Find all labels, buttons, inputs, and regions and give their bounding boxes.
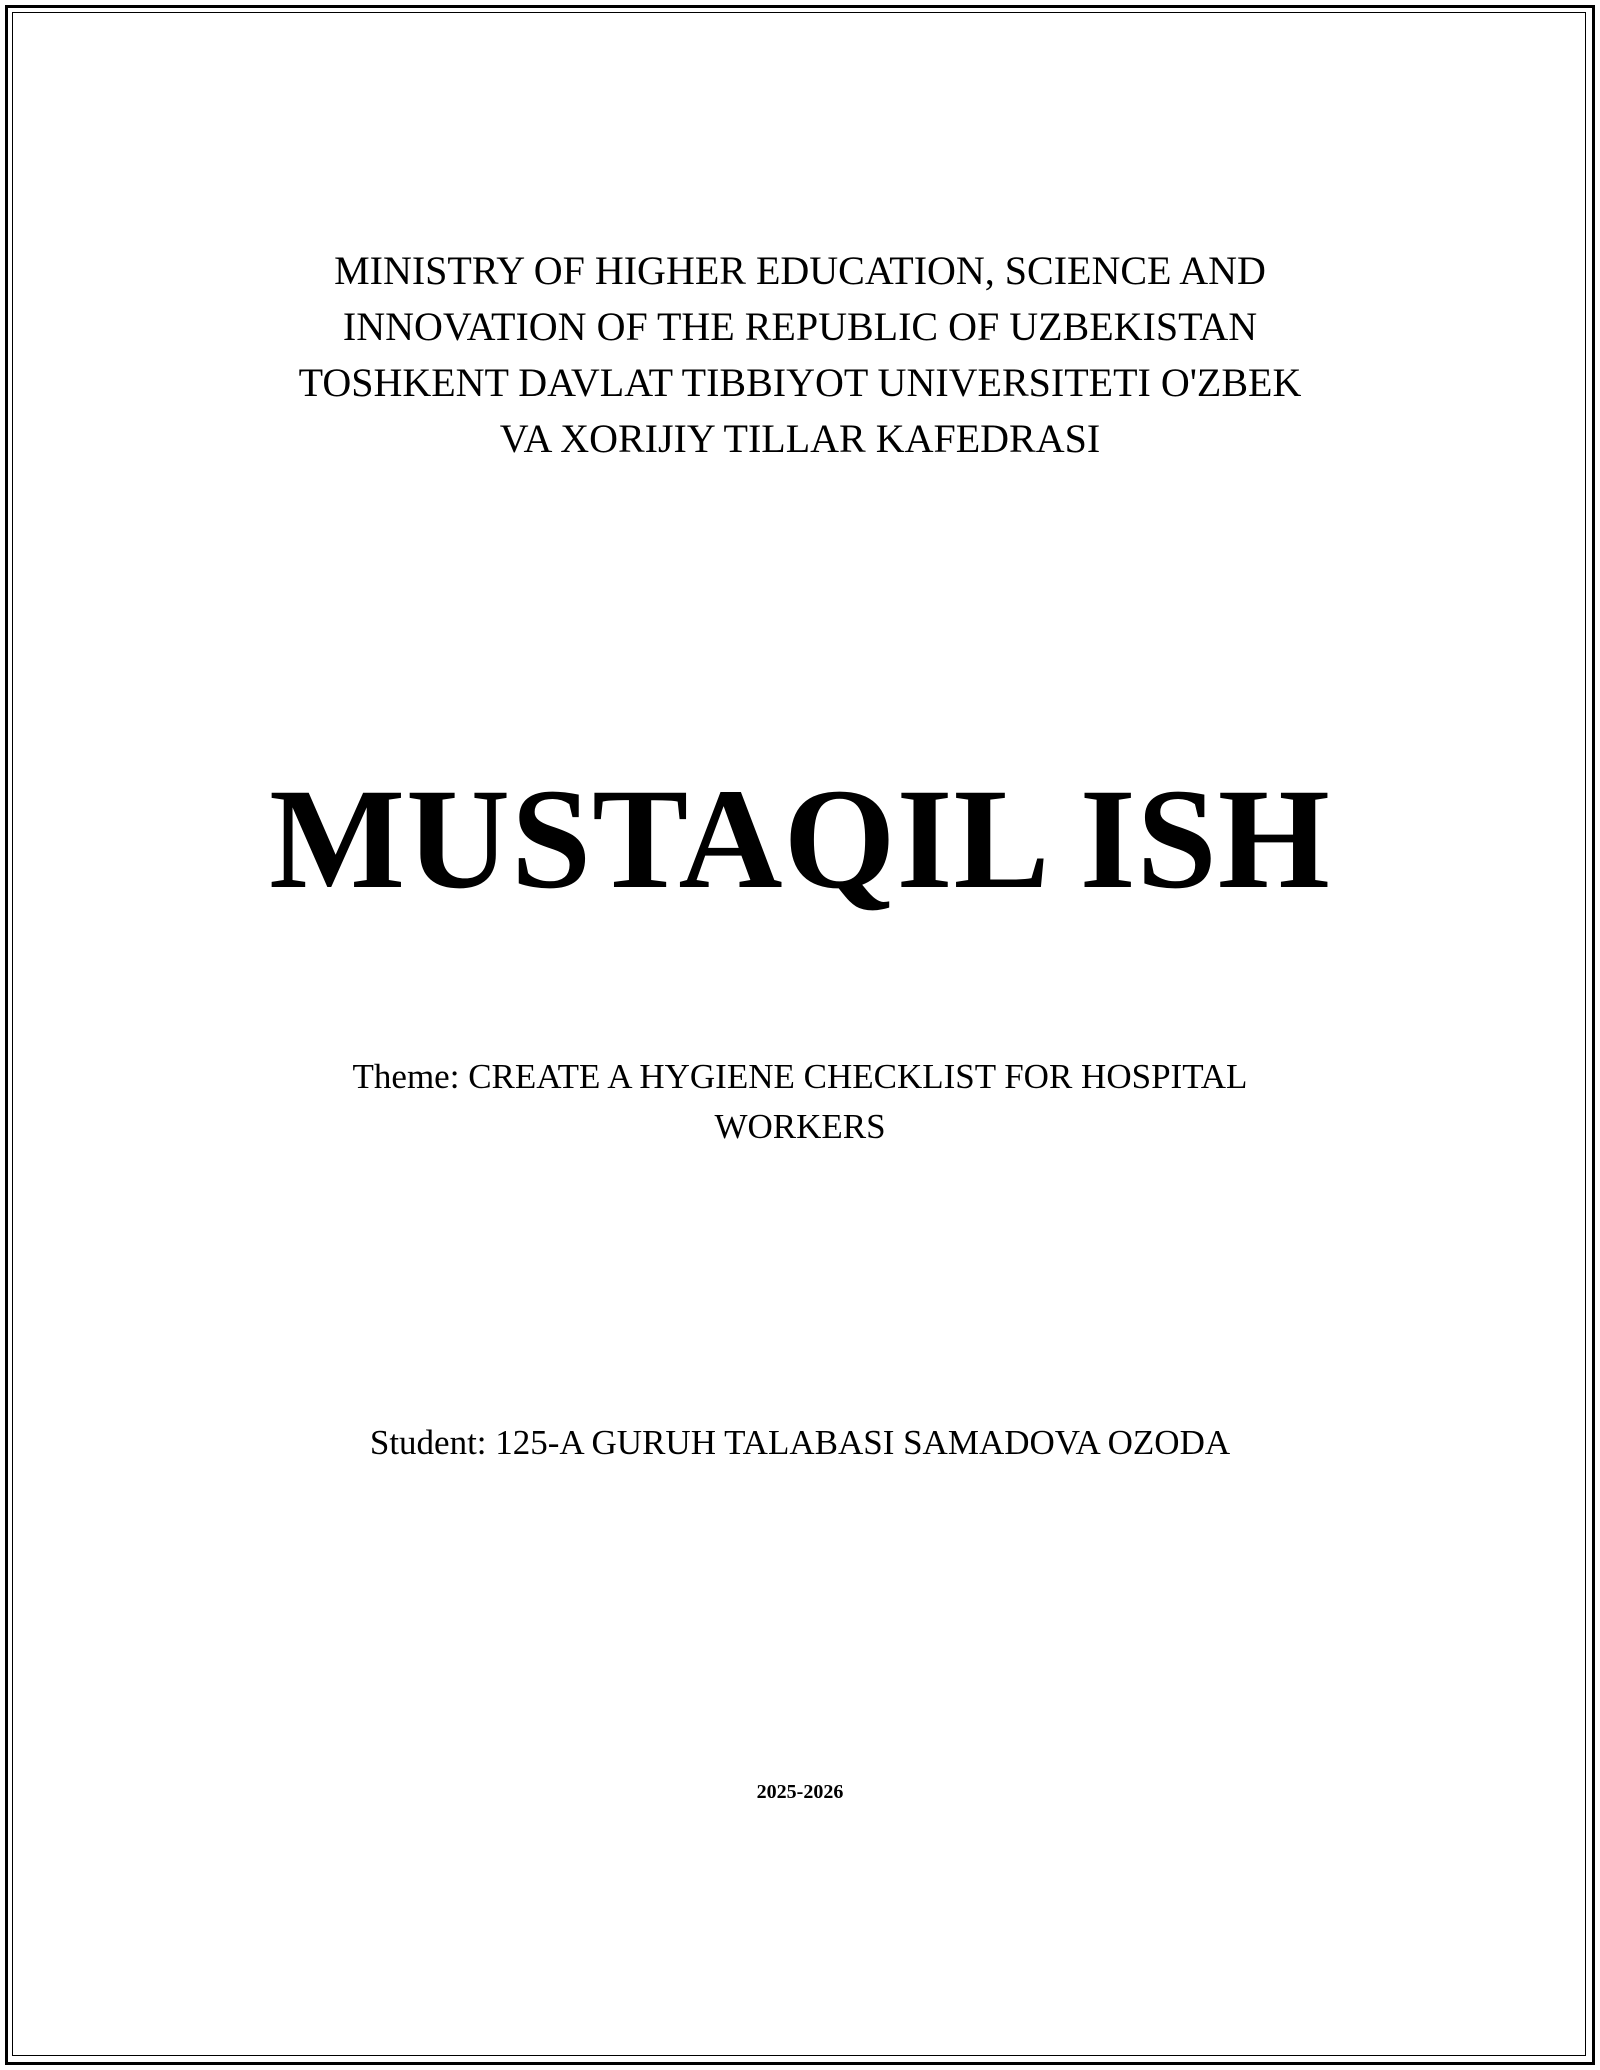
header-line: MINISTRY OF HIGHER EDUCATION, SCIENCE AND xyxy=(334,248,1266,293)
theme-line: WORKERS xyxy=(714,1107,886,1146)
document-title: MUSTAQIL ISH xyxy=(269,760,1331,919)
institution-header xyxy=(0,243,1600,467)
academic-year: 2025-2026 xyxy=(756,1781,844,1803)
theme-block xyxy=(0,1052,1600,1152)
header-line: TOSHKENT DAVLAT TIBBIYOT UNIVERSITETI O'ZBEK xyxy=(298,360,1302,405)
header-line: VA XORIJIY TILLAR KAFEDRASI xyxy=(499,416,1101,461)
header-line: INNOVATION OF THE REPUBLIC OF UZBEKISTAN xyxy=(342,304,1258,349)
theme-line: Theme: CREATE A HYGIENE CHECKLIST FOR HOSPITAL xyxy=(352,1057,1248,1096)
student-line: Student: 125-A GURUH TALABASI SAMADOVA OZODA xyxy=(369,1423,1231,1462)
